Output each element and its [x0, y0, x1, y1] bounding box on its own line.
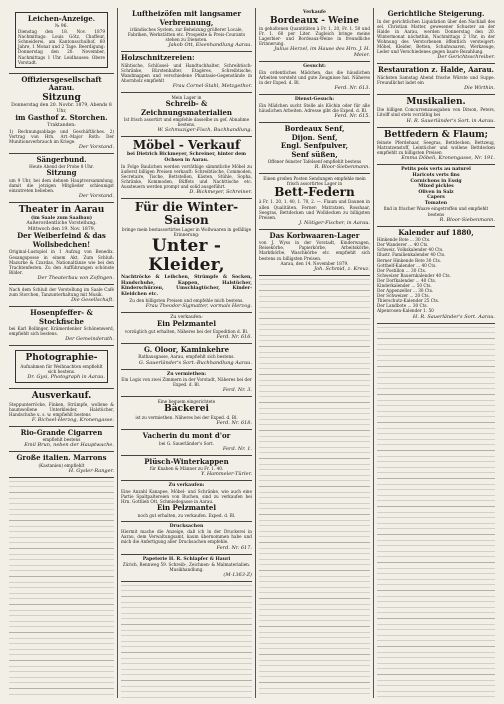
ad-bettfedern: [259, 174, 370, 230]
ad-bettfedern4: [377, 128, 495, 166]
petits-sub3: Mixed pickles: [418, 184, 454, 190]
zuvermiethen-sig: Ferd. Nr. 3.: [222, 387, 252, 394]
ad-kalender: [377, 227, 495, 324]
saenger-title: Sängerbund.: [36, 154, 87, 164]
winter-title: Für die Winter-Saison: [134, 200, 239, 228]
theater-play: Der Weiberfeind & das Wollsbedchen!: [17, 231, 106, 249]
column-3: [256, 8, 374, 698]
ad-luft: [121, 8, 252, 52]
theater-sub: (im Saale zum Saalbau): [30, 215, 93, 221]
kalender-row: Kinderkalender ... 50 Cts.: [377, 283, 432, 288]
ad-baeckerei: [121, 397, 252, 430]
kalender-row: Der Dorfkalender ... 40 Cts.: [377, 277, 436, 283]
offiziers-title: Offiziersgesellschaft Aarau.: [21, 74, 102, 93]
schreib-pre: Mein Lager in: [171, 95, 202, 101]
dienst-sig: Ferd. Nr. 615.: [334, 113, 370, 120]
vacherin-sig: Ferd. Nr. 1.: [222, 445, 252, 452]
baeckerei-sig: Ferd. Nr. 618.: [216, 420, 252, 426]
bettfedern-pre: Einen großen Posten Sendungen empfehle mein frisch assortirtes Lager in: [263, 176, 366, 187]
baeckerei-body: ist zu vermiethen. Näheres bei der Exped. d. Bl.: [135, 414, 238, 420]
bordeaux-title: Bordeaux - Weine: [270, 15, 359, 26]
senf-sig: R. Bloor-Siebenmann.: [314, 164, 370, 171]
ad-nach: [9, 285, 114, 307]
kalender-title: Kalender auf 1880,: [398, 227, 474, 237]
petits-sub5: Capers: [427, 195, 445, 201]
kalender-sig: H. R. Sauerländer's Sort. Aarau.: [412, 313, 495, 320]
theater-sub2: Außerordentliche Vorstellung.: [26, 221, 97, 227]
holz-body: Nähtische, Schlüssel- und Handtuchhalter, Schreibtisch-Schränke, Bürstenhalter, Etagères, Schreibtische, Wandmappen und verschiedene Phantasie-Gegenstände in Ahornholz empfiehlt: [121, 62, 252, 84]
ganten-sig: Der Gerichtsschreiber.: [437, 54, 495, 61]
column-2-filler: [121, 582, 252, 698]
ausverkauf-sig: F. Bichsel-Herzog, Kronengasse.: [31, 416, 114, 423]
kalender-row: Der Wanderer ... 40 Cts.: [377, 242, 429, 248]
rio-body: empfiehlt bestens: [42, 437, 81, 443]
dienst-body: Ein Mädchen sucht Stelle als Köchin oder für alle häuslichen Arbeiten. Adresse gibt die Exped. d. Bl.: [259, 102, 370, 114]
kalender-row: Gotthelf-Kalender ... 40 Cts.: [377, 262, 437, 268]
restaurant-sig: Die Wirthin.: [464, 84, 495, 91]
plusch-title: Plüsch-Winterkappen: [144, 456, 229, 466]
ad-drucksachen: [121, 522, 252, 555]
schreib-body: Ist frisch assortirt und empfehle dasselbe zu gef. Abnahme bestens.: [123, 117, 250, 128]
senf-body: Offener feinster Tafelsenf empfiehlt bestens: [267, 159, 362, 165]
zuverkaufen2-body2: noch gut erhalten, zu verkaufen. Exped. d. Bl.: [137, 512, 236, 518]
ad-zuverkaufen2: [121, 481, 252, 521]
theater-title: Theater in Aarau: [18, 205, 105, 216]
petits-sig: R. Bloor-Siebenmann.: [439, 216, 495, 223]
nach-sig: Die Gesellschaft.: [71, 297, 114, 304]
bordeaux-sig: Julius Herzel, im Hause des Hrn. J. H. Meier.: [274, 46, 370, 59]
petits-sub: Haricots verts fins: [412, 172, 460, 178]
marons-body: (Kastanien) empfiehlt: [38, 462, 85, 468]
gesucht-sig: Ferd. Nr. 613.: [334, 85, 370, 92]
offiziers-sitzung: Sitzung: [42, 92, 81, 103]
ad-leichen: [9, 8, 114, 74]
photo-body: Aufnahmen für Weihnachten empfiehlt sich bestens.: [20, 363, 103, 374]
theater-date: Mittwoch den 19. Nov. 1879,: [27, 226, 96, 232]
hosen-body: bei Karl Bollinger, Krämerdenker Schönenwerd, empfiehlt sich bestens.: [9, 326, 114, 337]
column-4-filler: [377, 324, 495, 698]
kalender-row: Illustr. Familienkalender 40 Cts.: [377, 252, 446, 258]
bettfedern-sig: J. Nötiger-Fischer, in Aarau.: [299, 219, 370, 226]
holz-title: Holzschnitzereien:: [121, 53, 195, 63]
offiziers-place: im Gasthof z. Storchen.: [15, 113, 108, 123]
senf-title2: Dijon. Senf,: [291, 132, 338, 142]
saenger-sig: Der Vorstand.: [78, 193, 114, 200]
ad-senf: [259, 123, 370, 174]
ganten-title: Gerichtliche Steigerung.: [387, 9, 485, 18]
ad-marons: [9, 452, 114, 478]
newspaper-page: [6, 8, 498, 698]
nach-body: Nach dem Schluß der Vorstellung im Saale Café zum Storchen, Tanzunterhaltung mit Musik.: [9, 286, 114, 298]
verkauf-pelz: Ein Pelzmantel: [156, 319, 217, 329]
vacherin-body: bei G. Sauerländer's Sort.: [159, 440, 214, 446]
luft-title: Luftheizöfen mit langsamer Verbrennung,: [131, 9, 242, 27]
drucksachen-sig: Ferd. Nr. 617.: [216, 544, 252, 551]
ad-ganten: [377, 8, 495, 64]
ad-vacherin: [121, 430, 252, 456]
ad-photo: [9, 346, 114, 389]
photo-title: Photographie-: [25, 353, 98, 364]
zuvermiethen-title: Zu vermiethen:: [166, 371, 207, 377]
kalender-row: Der Postillon ... 30 Cts.: [377, 267, 427, 273]
schreib-sig: W. Schmuziger-Fisch, Buchhandlung.: [157, 127, 252, 134]
bordeaux-body: in gehaltenen Quantitäten à Fr. 1. 20, Fr. 1. 50 und Fr. 1. 60 per Liter. Zugleich bringe meine Lagerbier- und Bordeaux-Weine in freundliche Erinnerung.: [259, 26, 370, 47]
leichen-title: Leichen-Anzeige.: [27, 14, 96, 23]
ad-bordeaux: [259, 8, 370, 62]
ad-dienst: [259, 95, 370, 123]
column-2: [118, 8, 256, 698]
ad-korb: [259, 230, 370, 276]
column-1-filler: [9, 478, 114, 698]
bettfedern4-sig: Emma Döbeli, Kronengasse, Nr. 191.: [401, 155, 495, 162]
saenger-body2: um 9 Uhr, bei dem dehnen Hauptversammlung, damit die jetzigen Mitglieder schleunigst einzutreten belieben.: [9, 177, 114, 194]
hosen-title: Hosenpfeffer- & Stockfische: [30, 308, 93, 326]
petits-sub2: Cornichons in Essig: [410, 178, 462, 184]
column-3-filler: [259, 276, 370, 698]
ad-restaurant: [377, 64, 495, 95]
rio-sig: Emil Brun, neben der Hauptwache.: [24, 442, 114, 449]
kalender-row: Hinkende Bote ... 30 Cts.: [377, 237, 431, 243]
ad-zuvermiethen: [121, 370, 252, 398]
kalender-row: Schweizer Bauernkalender 40 Cts.: [377, 272, 451, 278]
ad-verkauf: [121, 313, 252, 344]
kalender-row: Schweiz. Volkskalender 40 Cts.: [377, 247, 444, 253]
ad-hosen: [9, 307, 114, 346]
ad-oeco: [121, 344, 252, 370]
ad-theater: [9, 203, 114, 285]
vacherin-title: Vacherin du mont d'or: [142, 431, 231, 440]
theater-sig: Der Theaterbau von Zofingen.: [37, 274, 114, 281]
verkauf-title: Zu verkaufen:: [170, 314, 203, 320]
ad-plusch: [121, 456, 252, 482]
moebel-title: Möbel - Verkauf: [132, 138, 241, 153]
petits-sub4: Oliven in Salz: [418, 189, 454, 195]
saenger-sitzung: Sitzung: [46, 168, 77, 178]
bettfedern4-title: Bettfedern & Flaum;: [384, 129, 488, 140]
saenger-body: Heute Abend der Probe 8 Uhr.: [29, 164, 94, 170]
ganten-body: In der gerichtlichen Liquidation über den Nachlaß des sel. Christian Matter, gewesener Schuster an der Halde in Aarau, werden Donnerstag den 20. Wintermonat nächsthin, Nachmittags 2 Uhr, in der Wohnung des Verstorbenen öffentlich versteigert: Möbel, Kleider, Betten, Schuhwaaren, Werkzeuge, Leder und Verschiedenes gegen baare Bezahlung.: [377, 18, 495, 55]
korb-body: von J. Wyss in der Vorstadt, Kinderwagen, Reisekörbe, Papierkörbe, Arbeitskörbe, Marktkörbe, Waschkörbe etc. empfiehlt sich bestens zu billigsten Preisen.: [259, 240, 370, 261]
petits-sub6: Tomaten: [424, 200, 448, 206]
musik-sig: H. R. Sauerländer's Sort. in Aarau.: [406, 117, 495, 124]
marons-title: Große italien. Marrons: [16, 453, 107, 463]
zuverkaufen2-body: Eine Anzahl Kanapee, Möbel- und Schränke, wie auch eine Partie Spaltpaltereien von Buchen, sind zu verkaufen bei Hrn. Gottlieb Ott, Schmiedegasse in Aarau.: [121, 488, 252, 504]
oeco-body: Rathausgasse, Aarau, empfiehlt sich bestens.: [138, 354, 235, 360]
plusch-body: für Knaben & Männer zu Fr. 1. 40.: [149, 466, 224, 472]
senf-title: Bordeaux Senf,: [284, 124, 345, 134]
winter-sub: bringe mein bestassortirtes Lager in Wollwaaren in gefällige Erinnerung:: [121, 227, 252, 238]
oeco-title: G. Oloor, Kaminkehre: [143, 344, 230, 354]
luft-sig: Jakob Ott, Eisenhandlung Aarau.: [168, 42, 252, 49]
korb-sig: Joh. Schmid, z. Kreuz.: [314, 265, 370, 272]
oeco-sig: G. Sauerländer's Sort.-Buchhandlung Aarau.: [138, 359, 252, 366]
offiziers-trakt-title: Traktanden:: [47, 122, 76, 128]
ad-rio: [9, 427, 114, 453]
gesucht-body: Ein ordentliches Mädchen, das die häuslichen Arbeiten versteht und gute Zeugnisse hat. Näheres in der Exped. d. Bl.: [259, 70, 370, 86]
photo-sig: Dr. Gysi, Photograph in Aarau.: [27, 374, 105, 380]
kalender-row: Alpenrosen-Kalender 1. 50: [377, 308, 434, 314]
winter-items: Nachtröcke & Leibchen, Strümpfe & Socken, Handschuhe, Kappen, Halstücher, Kinderschürzen, Umschlagtücher, Kinder-Kleidchen etc.: [121, 275, 252, 298]
column-4: [374, 8, 498, 698]
holz-sig: Frau Cornel-Stahl, Metzgethor.: [172, 83, 252, 90]
kalender-row: Der Landbote ... 30 Cts.: [377, 303, 428, 309]
ad-moebel: [121, 137, 252, 199]
zuvermiethen-body: Ein Logis von zwei Zimmern in der Vorstadt, Näheres bei der Exped. d. Bl.: [121, 377, 252, 388]
gesucht-title: Gesucht:: [303, 64, 326, 70]
moebel-body: In Folge Baulichen werden vorräthige sämmtliche Möbel zu äußerst billigen Preisen verkauft: Schreibtische, Commoden, Secretaire, Tische, Bettstellen, Kästen, Stühle, Sopha, Schränke, Kommoden, Büffets und Nachttische etc. Aussteuern werden prompt und solid ausgeführt.: [121, 163, 252, 189]
rio-title: Rio-Grande Cigarren: [20, 427, 103, 437]
baeckerei-pre: Eine bequem eingerichtete: [157, 399, 216, 405]
musik-body: Die billigen Concurrenzausgaben von Ditson, Peters, Litolff sind stets vorräthig bei: [377, 107, 495, 118]
kalender-row: Berner Hinkende Bote 30 Cts.: [377, 257, 442, 263]
ad-zuerich: [121, 555, 252, 583]
moebel-sub: bei Dietrich Bickmeyer, Schreiner, hinter dem Ochsen in Aarau.: [127, 152, 246, 164]
baeckerei-title: Bäckerei: [164, 404, 209, 415]
restaurant-body: Nächsten Samstag Abend frische Würste und Suppe. Freundlichst ladet ein: [377, 74, 495, 85]
winter-sig: Frau Theodor-Sigmatter, vormals Herzog.: [145, 302, 252, 309]
kalender-list: [377, 237, 495, 313]
marons-sig: H. Gysler-Ranger.: [68, 467, 114, 474]
senf-title4: Senf süßen,: [291, 149, 338, 159]
bettfedern4-body: feinste Pferdehaar, Seegras, Bettdecken, Bettzeug, Matratzenstoff, Leintücher und wollene Bettdecken empfiehlt zu billigsten Preisen: [377, 140, 495, 156]
petits-title: Petits pois verts au naturel: [401, 167, 471, 173]
ad-gesucht: [259, 62, 370, 95]
winter-body: Zu den billigsten Preisen und empfehle mich bestens.: [129, 297, 244, 303]
winter-unter: Unter - Kleider,: [148, 236, 225, 276]
ad-winter: [121, 199, 252, 313]
drucksachen-title: Drucksachen: [169, 523, 204, 529]
ad-musik: [377, 95, 495, 128]
verkauf-sig: Ferd. Nr. 616.: [216, 333, 252, 340]
zuerich-title: Papeterie H. R. Schlapfer & Hauri: [142, 556, 231, 562]
restaurant-title: Restauration z. Halde, Aarau.: [378, 65, 494, 75]
petits-body: find in frischer Waare eingetroffen und empfiehlt bestens: [383, 206, 489, 217]
ausverkauf-title: Ausverkauf.: [31, 391, 92, 401]
bettfedern-title: Bett-Federn: [274, 185, 355, 200]
ad-petits: [377, 165, 495, 226]
kalender-row: Der Appenzeller ... 30 Cts.: [377, 288, 434, 294]
ausverkauf-body: Steppunterröcke, Finken, Strümpfe, wollene & baumwollene Unterkleider, Halstücher, Handschuhe u. s. w. empfiehlt bestens: [9, 401, 114, 417]
ad-schreib: [121, 93, 252, 137]
plusch-sig: Y. Hammeler-Türler.: [200, 471, 252, 478]
korb-date: Aarau, den 14. November 1879.: [280, 260, 349, 266]
leichen-body: Dienstag den 18. Nov. 1879 Nachmittags: Louis Götz, Chaffeur, Schneiderei, am Kantonsschulhof, 60 Jahre, 1 Monat und 2 Tage. Beerdigung: Donnerstag den 20. November, Nachmittags 1 Uhr. Leidhauses: Obere Vorstadt.: [18, 29, 105, 65]
kalender-row: Der Schweizer ... 20 Cts.: [377, 293, 430, 299]
korb-title: Das Korbwaaren-Lager: [269, 230, 360, 240]
kalender-row: Thierschutz-Kalender 25 Cts.: [377, 298, 440, 304]
schreib-title: Schreib- & Zeichnungsmaterialien: [140, 99, 233, 117]
column-1: [6, 8, 118, 698]
ad-offiziers: [9, 74, 114, 154]
offiziers-trakt: 1) Rechnungsablage und Geschäftliches. 2) Vortrag von Hrn. Art.-Major Roth: Der Munitionsverbrauch im Kriege.: [9, 128, 114, 144]
bettfedern-body: à Fr. 1. 20, 1. 40, 1. 70, 2. —. Flaum und Daunen in allen Qualitäten. Ferner: Matratzen, Rosshaar, Seegras, Bettdecken und Wolldecken zu billigsten Preisen.: [259, 199, 370, 220]
zuverkaufen2-pelz: Ein Pelzmantel: [156, 503, 217, 513]
leichen-num: № 96.: [54, 23, 69, 29]
zuerich-sig: (M-1363-Z): [223, 572, 252, 579]
senf-title3: Engl. Senfpulver,: [280, 141, 349, 151]
theater-body: Original-Lustspiel in 1 Aufzug von Benedix. Gesangsposse in einem Akt. Zum Schluß: Mazurke & Czardas, Nationaltänze wie bei den Trachtenfesten. Zu den Aufführungen schönste Bilder.: [9, 249, 114, 275]
ad-holz: [121, 52, 252, 93]
hosen-sig: Der Gemeinderath.: [65, 336, 114, 343]
bordeaux-pre: Verkaufe: [303, 10, 326, 15]
dienst-title: Dienst-Gesuch:: [294, 97, 335, 103]
zuverkaufen2-title: Zu verkaufen:: [168, 483, 205, 489]
verkauf-body: vorzüglich gut erhalten, Näheres bei der Expedition d. Bl.: [124, 328, 249, 334]
musik-title: Musikalien.: [406, 96, 466, 107]
ad-saenger: [9, 154, 114, 203]
ad-ausverkauf: [9, 389, 114, 427]
offiziers-date: Donnerstag den 20. Novbr. 1879, Abends 8 Uhr,: [11, 103, 112, 114]
offiziers-sig: Der Vorstand.: [78, 143, 114, 150]
zuerich-body: Zürich, Rennweg 59. Schreib-, Zeichnen- & Malmaterialien. Musikhandlung.: [122, 562, 251, 573]
drucksachen-body: Hiermit mache die Anzeige, daß ich in der Druckerei in Aarau, dem Verwaltungsamt, kaum übernommen habe und mich die Anfertigung aller Drucksachen empfehle.: [121, 529, 252, 545]
moebel-sig: D. Bickmeyer, Schreiner.: [189, 189, 252, 196]
luft-body: irländisches System, zur Beheizung größerer Locale, Fabriken, Werkstätten etc. Prospekte & Preis-Courants stehen zu Diensten.: [127, 27, 246, 43]
